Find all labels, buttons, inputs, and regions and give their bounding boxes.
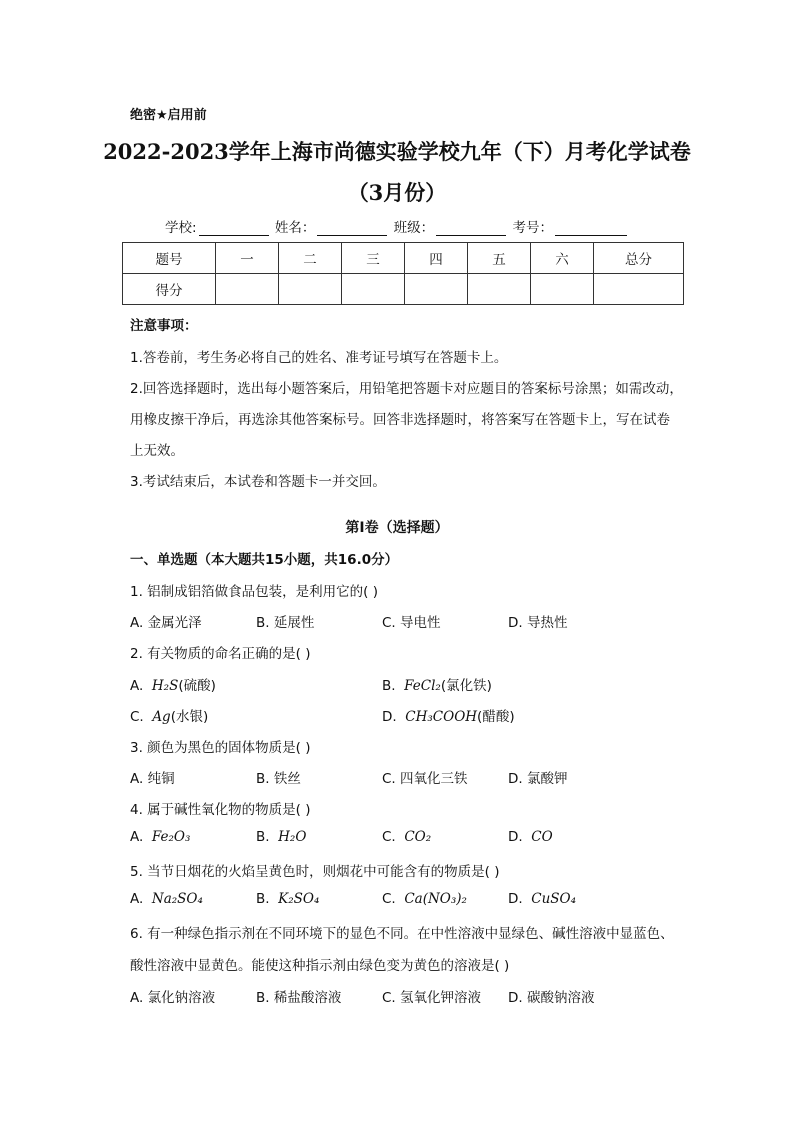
chemical-formula: Ag	[152, 709, 171, 725]
option-label: C.	[382, 829, 396, 845]
chemical-formula: CuSO₄	[531, 891, 577, 907]
score-header-cell: 四	[405, 243, 468, 274]
option-c[interactable]: C. 导电性	[382, 615, 441, 631]
chemical-formula: FeCl₂	[404, 678, 441, 694]
score-table-score-row	[123, 274, 684, 305]
option-label: B.	[382, 678, 396, 694]
option-b[interactable]	[382, 674, 492, 694]
chemical-formula: CO₂	[404, 829, 432, 845]
school-label: 学校:	[165, 220, 197, 236]
option-a[interactable]: A. 纯铜	[130, 771, 175, 787]
chemical-formula: H₂O	[278, 829, 307, 845]
score-header-cell: 总分	[594, 243, 684, 274]
name-label: 姓名：	[274, 220, 316, 236]
score-header-cell: 一	[216, 243, 279, 274]
option-b[interactable]	[256, 891, 319, 907]
class-label: 班级：	[393, 220, 435, 236]
section-title: 第I卷（选择题）	[345, 520, 449, 536]
chemical-name: (水银)	[170, 709, 209, 725]
option-label: A.	[130, 891, 144, 907]
option-a[interactable]	[130, 829, 190, 845]
option-d[interactable]	[508, 829, 553, 845]
chemical-formula: H₂S	[151, 678, 179, 694]
option-a[interactable]	[130, 674, 216, 694]
question-stem-cont: 酸性溶液中显黄色。能使这种指示剂由绿色变为黄色的溶液是( )	[130, 958, 510, 974]
option-d[interactable]: D. 氯酸钾	[508, 771, 568, 787]
option-d[interactable]	[382, 705, 515, 725]
student-info-row	[0, 216, 794, 236]
option-a[interactable]	[130, 891, 203, 907]
note-item: 用橡皮擦干净后，再选涂其他答案标号。回答非选择题时，将答案写在答题卡上，写在试卷	[130, 412, 670, 428]
exam-no-label: 考号：	[512, 220, 553, 236]
chemical-formula: Fe₂O₃	[151, 829, 191, 845]
question-stem: 5. 当节日烟花的火焰呈黄色时，则烟花中可能含有的物质是( )	[130, 864, 500, 880]
exam-title: 2022-2023学年上海市尚德实验学校九年（下）月考化学试卷	[103, 139, 691, 164]
school-blank[interactable]	[199, 221, 269, 236]
score-header-cell: 二	[279, 243, 342, 274]
option-label: C.	[382, 891, 396, 907]
chemical-name: (硫酸)	[178, 678, 216, 694]
option-label: B.	[256, 891, 270, 907]
confidential-mark: 绝密★启用前	[130, 108, 207, 123]
chemical-formula: CH₃COOH	[405, 709, 478, 725]
question-stem: 4. 属于碱性氧化物的物质是( )	[130, 802, 311, 818]
note-item: 3.考试结束后，本试卷和答题卡一并交回。	[130, 474, 386, 490]
score-table-header-row	[123, 243, 684, 274]
score-header-cell: 六	[531, 243, 594, 274]
option-c[interactable]: C. 氢氧化钾溶液	[382, 990, 482, 1006]
score-header-cell: 五	[468, 243, 531, 274]
score-header-cell: 题号	[123, 243, 216, 274]
question-stem: 6. 有一种绿色指示剂在不同环境下的显色不同。在中性溶液中显绿色、碱性溶液中显蓝色、	[130, 926, 674, 942]
option-d[interactable]: D. 碳酸钠溶液	[508, 990, 595, 1006]
score-cell[interactable]	[594, 274, 684, 305]
name-blank[interactable]	[317, 221, 387, 236]
option-a[interactable]: A. 氯化钠溶液	[130, 990, 216, 1006]
question-stem: 2. 有关物质的命名正确的是( )	[130, 646, 311, 662]
option-label: D.	[508, 891, 523, 907]
chemical-formula: Ca(NO₃)₂	[404, 891, 467, 907]
score-header-cell: 三	[342, 243, 405, 274]
option-a[interactable]: A. 金属光泽	[130, 615, 202, 631]
score-row-label: 得分	[123, 274, 216, 305]
option-label: A.	[130, 678, 144, 694]
score-table	[122, 242, 684, 305]
notes-title: 注意事项：	[130, 318, 198, 334]
option-c[interactable]	[130, 705, 208, 725]
option-b[interactable]: B. 铁丝	[256, 771, 301, 787]
exam-no-blank[interactable]	[555, 221, 627, 236]
chemical-formula: K₂SO₄	[278, 891, 320, 907]
option-c[interactable]	[382, 829, 431, 845]
score-cell[interactable]	[216, 274, 279, 305]
chemical-formula: Na₂SO₄	[151, 891, 203, 907]
note-item: 2.回答选择题时，选出每小题答案后，用铅笔把答题卡对应题目的答案标号涂黑；如需改动，	[130, 381, 683, 397]
option-d[interactable]	[508, 891, 576, 907]
class-blank[interactable]	[436, 221, 506, 236]
option-b[interactable]: B. 延展性	[256, 615, 315, 631]
score-cell[interactable]	[531, 274, 594, 305]
chemical-name: (醋酸)	[477, 709, 515, 725]
note-item: 上无效。	[130, 443, 184, 459]
score-cell[interactable]	[279, 274, 342, 305]
question-stem: 3. 颜色为黑色的固体物质是( )	[130, 740, 311, 756]
part-title: 一、单选题（本大题共15小题，共16.0分）	[130, 552, 399, 568]
option-label: D.	[508, 829, 523, 845]
chemical-formula: CO	[531, 829, 553, 845]
option-d[interactable]: D. 导热性	[508, 615, 568, 631]
option-c[interactable]	[382, 891, 467, 907]
option-label: C.	[130, 709, 144, 725]
score-cell[interactable]	[342, 274, 405, 305]
option-label: D.	[382, 709, 397, 725]
option-label: A.	[130, 829, 144, 845]
option-label: B.	[256, 829, 270, 845]
score-cell[interactable]	[468, 274, 531, 305]
score-cell[interactable]	[405, 274, 468, 305]
exam-subtitle: （3月份）	[347, 180, 447, 205]
note-item: 1.答卷前，考生务必将自己的姓名、准考证号填写在答题卡上。	[130, 350, 508, 366]
option-b[interactable]	[256, 829, 306, 845]
question-stem: 1. 铝制成铝箔做食品包装，是利用它的( )	[130, 584, 378, 600]
option-c[interactable]: C. 四氧化三铁	[382, 771, 468, 787]
chemical-name: (氯化铁)	[440, 678, 492, 694]
option-b[interactable]: B. 稀盐酸溶液	[256, 990, 342, 1006]
